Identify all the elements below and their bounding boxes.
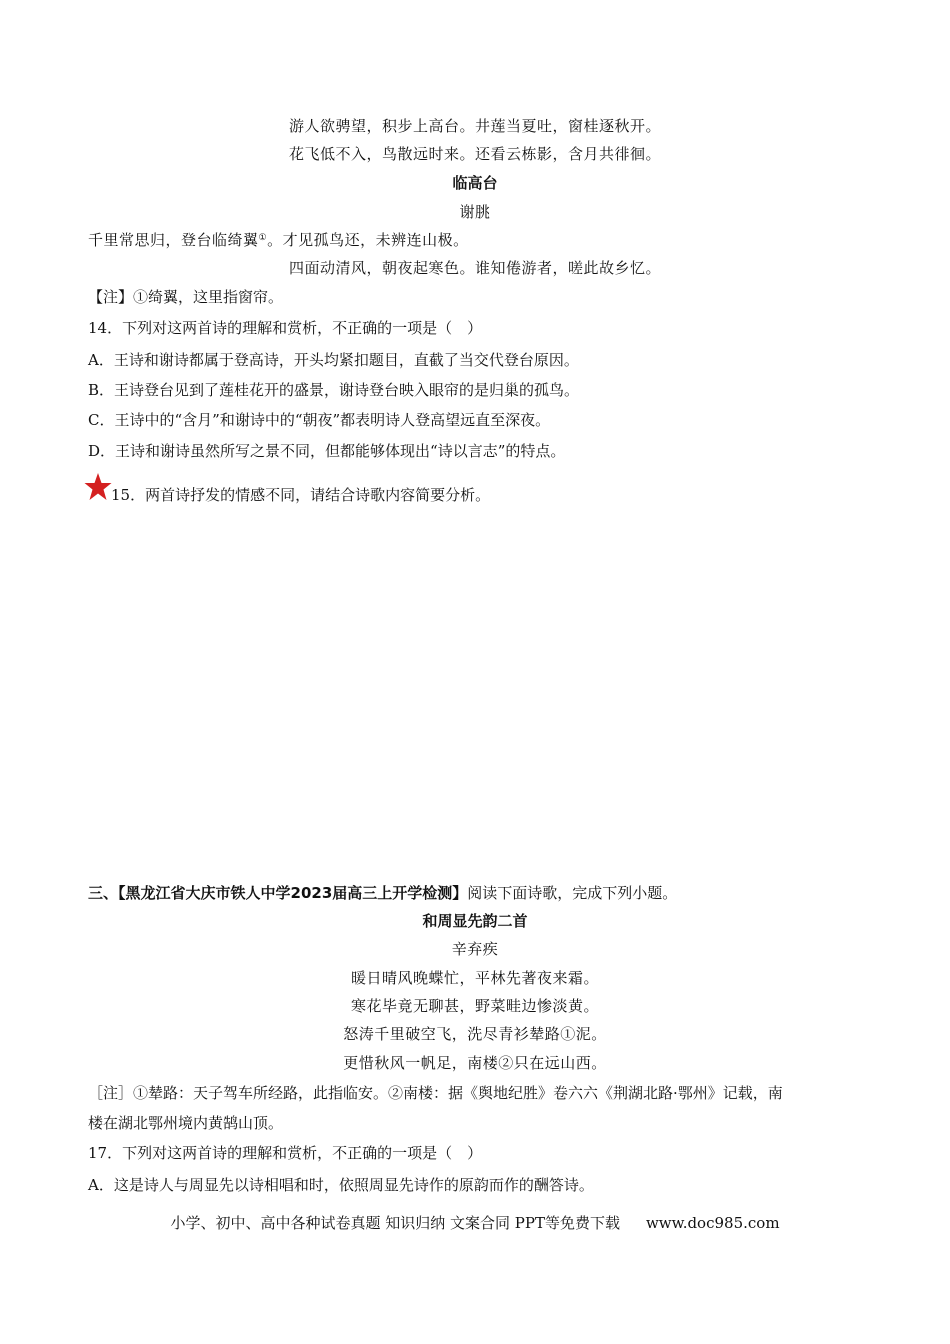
poem2-author: 谢朓 <box>459 203 491 221</box>
q14-option-b: B．王诗登台见到了莲桂花开的盛景，谢诗登台映入眼帘的是归巢的孤鸟。 <box>88 381 580 399</box>
poem2-line-1b: 。才见孤鸟还，未辨连山极。 <box>267 231 469 249</box>
poem2-line-1a: 千里常思归，登台临绮翼 <box>88 231 259 249</box>
q14-option-a: A．王诗和谢诗都属于登高诗，开头均紧扣题目，直截了当交代登台原因。 <box>88 351 579 369</box>
section3-source: 【黑龙江省大庆市铁人中学2023届高三上开学检测】 <box>118 884 468 902</box>
poem3-line-1: 暖日晴风晚蝶忙，平林先著夜来霜。 <box>350 969 599 987</box>
section3-instruction: 阅读下面诗歌，完成下列小题。 <box>467 884 678 902</box>
q17-option-a: A．这是诗人与周显先以诗相唱和时，依照周显先诗作的原韵而作的酬答诗。 <box>88 1176 594 1194</box>
footer-text: 小学、初中、高中各种试卷真题 知识归纳 文案合同 PPT等免费下载 <box>170 1214 620 1232</box>
poem3-line-3: 怒涛千里破空飞，洗尽青衫辇路①泥。 <box>343 1025 607 1043</box>
q17-stem: 17．下列对这两首诗的理解和赏析，不正确的一项是（ ） <box>88 1144 483 1162</box>
page-footer <box>0 1213 950 1233</box>
poem2-line-1 <box>88 230 469 250</box>
footer-site-link[interactable]: www.doc985.com <box>645 1214 780 1232</box>
poem3-note-line-1: ［注］①辇路：天子驾车所经路，此指临安。②南楼：据《舆地纪胜》卷六六《荆湖北路·鄂州》记载，南 <box>88 1084 783 1102</box>
poem3-title: 和周显先韵二首 <box>422 912 528 930</box>
poem2-title: 临高台 <box>452 174 498 192</box>
section3-prefix: 三、 <box>88 884 119 902</box>
poem3-author: 辛弃疾 <box>451 940 499 958</box>
poem1-line-1: 游人欲骋望，积步上高台。井莲当夏吐，窗桂逐秋开。 <box>288 117 661 135</box>
poem3-line-2: 寒花毕竟无聊甚，野菜畦边惨淡黄。 <box>350 997 599 1015</box>
section3-heading <box>88 883 677 903</box>
footnote-marker: ① <box>258 233 268 243</box>
poem1-line-2: 花飞低不入，鸟散远时来。还看云栋影，含月共徘徊。 <box>288 145 661 163</box>
poem3-line-4: 更惜秋风一帆足，南楼②只在远山西。 <box>343 1054 607 1072</box>
q14-option-d: D．王诗和谢诗虽然所写之景不同，但都能够体现出“诗以言志”的特点。 <box>88 442 566 460</box>
star-icon <box>84 472 112 502</box>
poem2-line-2: 四面动清风，朝夜起寒色。谁知倦游者，嗟此故乡忆。 <box>288 259 661 277</box>
q14-option-c: C．王诗中的“含月”和谢诗中的“朝夜”都表明诗人登高望远直至深夜。 <box>88 411 551 429</box>
q14-stem: 14．下列对这两首诗的理解和赏析，不正确的一项是（ ） <box>88 319 483 337</box>
q15-stem: 15．两首诗抒发的情感不同，请结合诗歌内容简要分析。 <box>111 486 491 504</box>
poem3-note-line-2: 楼在湖北鄂州境内黄鹄山顶。 <box>88 1114 284 1132</box>
poem2-note: 【注】①绮翼，这里指窗帘。 <box>88 288 284 306</box>
